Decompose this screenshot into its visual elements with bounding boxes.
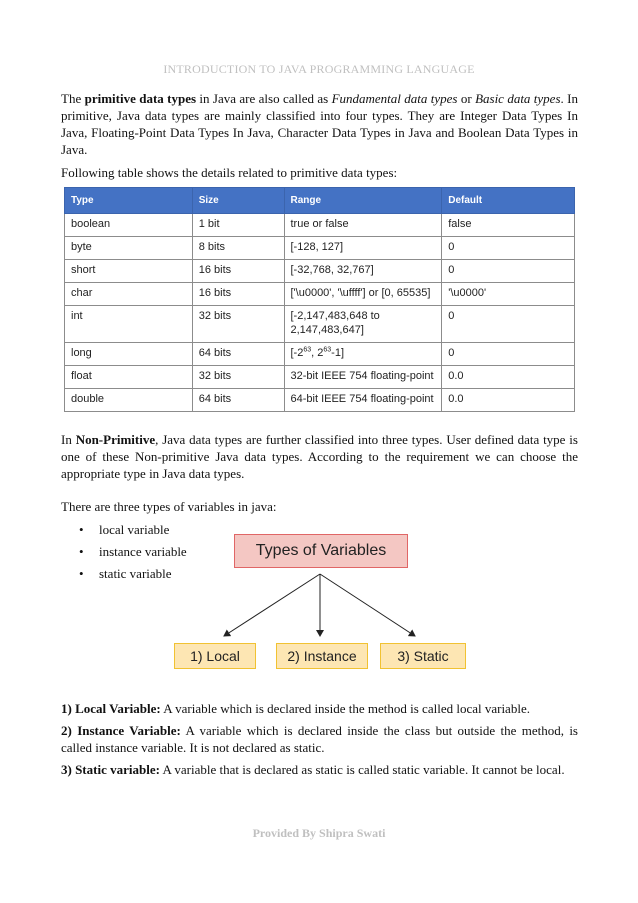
- table-row: [65, 237, 575, 260]
- cell-range: [-2,147,483,648 to 2,147,483,647]: [284, 306, 442, 343]
- page-footer: Provided By Shipra Swati: [252, 826, 386, 840]
- list-item: • instance variable: [79, 541, 578, 563]
- basic-term: Basic data types: [475, 91, 561, 106]
- cell-size: 32 bits: [192, 366, 284, 389]
- table-row: [65, 260, 575, 283]
- cell-type: long: [65, 343, 193, 366]
- cell-size: 64 bits: [192, 343, 284, 366]
- cell-type: char: [65, 283, 193, 306]
- cell-range: [-128, 127]: [284, 237, 442, 260]
- definitions: [61, 700, 578, 783]
- diagram-local-box: 1) Local: [174, 643, 256, 669]
- cell-default: 0: [442, 343, 575, 366]
- cell-default: 0.0: [442, 389, 575, 412]
- list-item: • local variable: [79, 519, 578, 541]
- table-header-row: [65, 188, 575, 214]
- cell-type: int: [65, 306, 193, 343]
- arrow-to-local: [224, 574, 320, 636]
- col-header-type: Type: [65, 188, 193, 214]
- cell-type: short: [65, 260, 193, 283]
- col-header-size: Size: [192, 188, 284, 214]
- list-item: • static variable: [79, 563, 578, 585]
- intro-paragraph: The primitive data types in Java are also called as Fundamental data types or Basic data types. In primitive, Java data types are mainly classified into four types. They are Integer Data Types In Java, Floating-Point Data Types In Java, Character Data Types in Java and Boolean Data Types in Java.: [61, 91, 578, 157]
- definition-static: 3) Static variable: A variable that is declared as static is called static variable. It cannot be local.: [61, 762, 565, 777]
- col-header-default: Default: [442, 188, 575, 214]
- table-row: [65, 283, 575, 306]
- cell-type: byte: [65, 237, 193, 260]
- cell-range: true or false: [284, 214, 442, 237]
- definition-local: 1) Local Variable: A variable which is declared inside the method is called local variable.: [61, 701, 530, 716]
- cell-size: 16 bits: [192, 260, 284, 283]
- primitive-types-table: [64, 187, 575, 412]
- arrow-to-static: [320, 574, 415, 636]
- cell-size: 1 bit: [192, 214, 284, 237]
- table-row: [65, 389, 575, 412]
- table-row: [65, 306, 575, 343]
- cell-size: 64 bits: [192, 389, 284, 412]
- primitive-term: primitive data types: [84, 91, 197, 106]
- diagram-instance-box: 2) Instance: [276, 643, 368, 669]
- nonprimitive-paragraph: In Non-Primitive, Java data types are further classified into three types. User defined data type is one of these Non-primitive Java data types. According to the requirement we can choose the appropriate type in Java data types.: [61, 432, 578, 481]
- cell-size: 16 bits: [192, 283, 284, 306]
- nonprimitive-term: Non-Primitive: [75, 432, 156, 447]
- cell-type: boolean: [65, 214, 193, 237]
- cell-type: double: [65, 389, 193, 412]
- cell-type: float: [65, 366, 193, 389]
- definition-instance: 2) Instance Variable: A variable which is declared inside the class but outside the method, is called instance variable. It is not declared as static.: [61, 723, 578, 755]
- main-content: [61, 90, 578, 585]
- variables-intro: There are three types of variables in java:: [61, 499, 277, 514]
- table-row: [65, 366, 575, 389]
- cell-default: false: [442, 214, 575, 237]
- cell-default: '\u0000': [442, 283, 575, 306]
- col-header-range: Range: [284, 188, 442, 214]
- variable-types-diagram: [170, 532, 470, 672]
- cell-range: [-32,768, 32,767]: [284, 260, 442, 283]
- table-intro: Following table shows the details related to primitive data types:: [61, 165, 398, 180]
- page-header: INTRODUCTION TO JAVA PROGRAMMING LANGUAGE: [163, 62, 475, 76]
- table-row: [65, 214, 575, 237]
- cell-range: [$-2^{63}$, $2^{63}-1$]: [284, 343, 442, 366]
- diagram-title-box: Types of Variables: [234, 534, 408, 568]
- diagram-static-box: 3) Static: [380, 643, 466, 669]
- table-row: [65, 343, 575, 366]
- cell-range: 64-bit IEEE 754 floating-point: [284, 389, 442, 412]
- cell-size: 32 bits: [192, 306, 284, 343]
- cell-range: ['\u0000', '\uffff'] or [0, 65535]: [284, 283, 442, 306]
- cell-default: 0: [442, 237, 575, 260]
- cell-default: 0.0: [442, 366, 575, 389]
- cell-default: 0: [442, 260, 575, 283]
- cell-default: 0: [442, 306, 575, 343]
- fundamental-term: Fundamental data types: [331, 91, 458, 106]
- cell-range: 32-bit IEEE 754 floating-point: [284, 366, 442, 389]
- cell-size: 8 bits: [192, 237, 284, 260]
